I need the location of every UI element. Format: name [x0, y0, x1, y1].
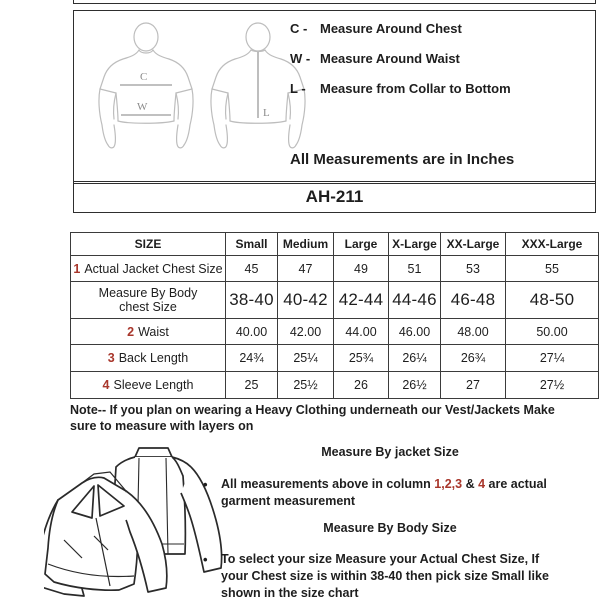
table-cell: 25: [226, 372, 278, 399]
table-cell: 53: [441, 256, 506, 282]
table-cell: 25¼: [278, 345, 334, 372]
column-header-xlarge: X-Large: [389, 233, 441, 256]
torso-front-sketch-icon: [90, 21, 202, 155]
legend-item-length: [290, 81, 511, 96]
row-label: 2 Waist: [71, 319, 226, 345]
column-number-red: 4: [478, 477, 486, 491]
table-cell: 45: [226, 256, 278, 282]
column-header-xxlarge: XX-Large: [441, 233, 506, 256]
table-cell: 27½: [506, 372, 599, 399]
legend-item-waist: [290, 51, 511, 66]
bullet-text: All measurements above in column 1,2,3 & 4 are actual garment measurement: [221, 477, 547, 508]
column-numbers-red: 1,2,3: [434, 477, 463, 491]
bullet-select-size: [203, 551, 565, 599]
table-cell: 25¾: [334, 345, 389, 372]
table-header-row: [71, 233, 599, 256]
table-cell: 26¾: [441, 345, 506, 372]
table-cell: 49: [334, 256, 389, 282]
size-table: [70, 232, 599, 399]
table-cell: 50.00: [506, 319, 599, 345]
table-cell: 24¾: [226, 345, 278, 372]
column-header-small: Small: [226, 233, 278, 256]
row-label: 4 Sleeve Length: [71, 372, 226, 399]
table-row: [71, 372, 599, 399]
table-cell: 25½: [278, 372, 334, 399]
table-cell: 51: [389, 256, 441, 282]
column-header-large: Large: [334, 233, 389, 256]
table-cell: 26¼: [389, 345, 441, 372]
table-cell: 42-44: [334, 282, 389, 319]
table-row: [71, 282, 599, 319]
table-cell: 44.00: [334, 319, 389, 345]
model-code-bar: [73, 181, 596, 213]
table-cell: 27¼: [506, 345, 599, 372]
row-label: 3 Back Length: [71, 345, 226, 372]
row-number: 2: [127, 324, 135, 339]
table-cell: 46-48: [441, 282, 506, 319]
legend-item-chest: [290, 21, 511, 36]
layering-note: Note-- If you plan on wearing a Heavy Clothing underneath our Vest/Jackets Make sure to measure with layers on: [70, 403, 555, 433]
table-cell: 26: [334, 372, 389, 399]
table-cell: 55: [506, 256, 599, 282]
table-row: [71, 256, 599, 282]
chest-label: C: [140, 71, 148, 83]
legend-key: W -: [290, 51, 311, 66]
table-cell: 44-46: [389, 282, 441, 319]
legend-key: C -: [290, 21, 308, 36]
table-cell: 48.00: [441, 319, 506, 345]
legend-text: Measure Around Chest: [320, 21, 462, 36]
model-code: AH-211: [305, 187, 364, 206]
table-cell: 27: [441, 372, 506, 399]
row-number: 3: [107, 351, 115, 365]
measurement-diagram-box: [73, 10, 596, 184]
length-label: L: [263, 107, 270, 119]
heading-measure-by-jacket-size: Measure By jacket Size: [321, 445, 459, 459]
row-number: 1: [73, 261, 81, 276]
legend-text: Measure Around Waist: [320, 51, 460, 66]
bullet-text: To select your size Measure your Actual Chest Size, If your Chest size is within 38-40 then pick size Small like shown in the size chart: [221, 552, 549, 599]
row-number: 4: [102, 378, 110, 392]
bullet-icon: •: [203, 552, 208, 567]
bullet-garment-measurement: [203, 476, 565, 510]
table-row: [71, 345, 599, 372]
column-header-size: SIZE: [71, 233, 226, 256]
column-header-xxxlarge: XXX-Large: [506, 233, 599, 256]
table-row: [71, 319, 599, 345]
column-header-medium: Medium: [278, 233, 334, 256]
table-cell: 26½: [389, 372, 441, 399]
waist-label: W: [137, 101, 148, 113]
table-cell: 42.00: [278, 319, 334, 345]
table-cell: 48-50: [506, 282, 599, 319]
measurement-legend: [290, 21, 511, 111]
table-cell: 46.00: [389, 319, 441, 345]
row-label: Measure By Body chest Size: [71, 282, 226, 319]
units-note: All Measurements are in Inches: [290, 151, 515, 168]
heading-measure-by-body-size: Measure By Body Size: [323, 521, 457, 535]
table-cell: 40.00: [226, 319, 278, 345]
bullet-icon: •: [203, 477, 208, 492]
table-cell: 47: [278, 256, 334, 282]
legend-key: L -: [290, 81, 306, 96]
legend-text: Measure from Collar to Bottom: [320, 81, 511, 96]
row-label: 1 Actual Jacket Chest Size: [71, 256, 226, 282]
table-cell: 38-40: [226, 282, 278, 319]
cropped-box-edge: [73, 0, 596, 4]
table-cell: 40-42: [278, 282, 334, 319]
